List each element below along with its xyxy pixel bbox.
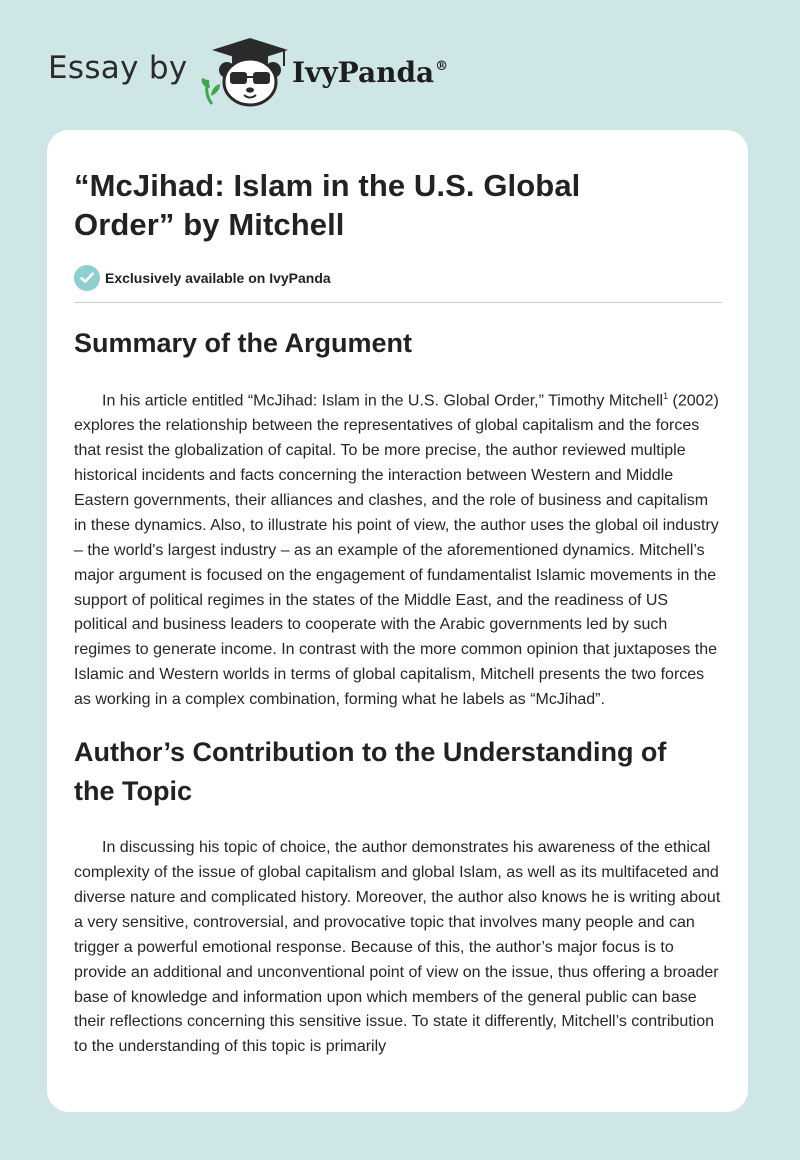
badge-text: Exclusively available on IvyPanda	[105, 270, 331, 286]
exclusive-badge	[74, 264, 722, 292]
divider	[74, 302, 722, 303]
essay-by-label: Essay by	[48, 50, 188, 86]
section-paragraph: In his article entitled “McJihad: Islam in the U.S. Global Order,” Timothy Mitchell$^1$ (2002) explores the relationship between the representatives of global capitalism and the forces that resist the globalization of capital. To be more precise, the author reviewed multiple historical incidents and facts concerning the interaction between Western and Middle Eastern governments, their alliances and clashes, and the role of business and capitalism in these dynamics. Also, to illustrate his point of view, the author uses the global oil industry – the world's largest industry – as an example of the aforementioned dynamics. Mitchell’s major argument is focused on the engagement of fundamentalist Islamic movements in the support of political regimes in the states of the Middle East, and the readiness of US political and business leaders to cooperate with the Arabic governments led by such regimes to generate income. In contrast with the more common opinion that juxtaposes the Islamic and Western worlds in terms of global capitalism, Mitchell presents the two forces as working in a complex combination, forming what he labels as “McJihad”.	[74, 391, 719, 709]
footnote-marker[interactable]: 1	[663, 391, 669, 401]
section-heading: Author’s Contribution to the Understanding of the Topic	[74, 737, 667, 807]
page-title	[74, 166, 722, 244]
section-paragraph: In discussing his topic of choice, the author demonstrates his awareness of the ethical complexity of the issue of global capitalism and global Islam, as well as its multifaceted and diverse nature and complicated history. Moreover, the author also knows he is writing about a very sensitive, controversial, and provocative topic that involves many people and can trigger a powerful emotional response. Because of this, the author’s major focus is to provide an additional and unconventional point of view on the issue, thus offering a broader base of knowledge and information upon which members of the general public can base their reflections concerning this sensitive issue. To state it differently, Mitchell’s contribution to the understanding of this topic is primarily	[74, 839, 721, 1056]
title-line: Order” by Mitchell	[74, 207, 345, 242]
check-icon	[74, 265, 100, 291]
site-header	[48, 36, 748, 108]
section-heading: Summary of the Argument	[74, 328, 413, 358]
brand-name[interactable]: IvyPanda®	[292, 56, 449, 89]
title-line: “McJihad: Islam in the U.S. Global	[74, 168, 581, 203]
registered-mark: ®	[435, 58, 449, 74]
panda-logo-icon[interactable]	[200, 36, 292, 108]
essay-card	[47, 130, 748, 1112]
